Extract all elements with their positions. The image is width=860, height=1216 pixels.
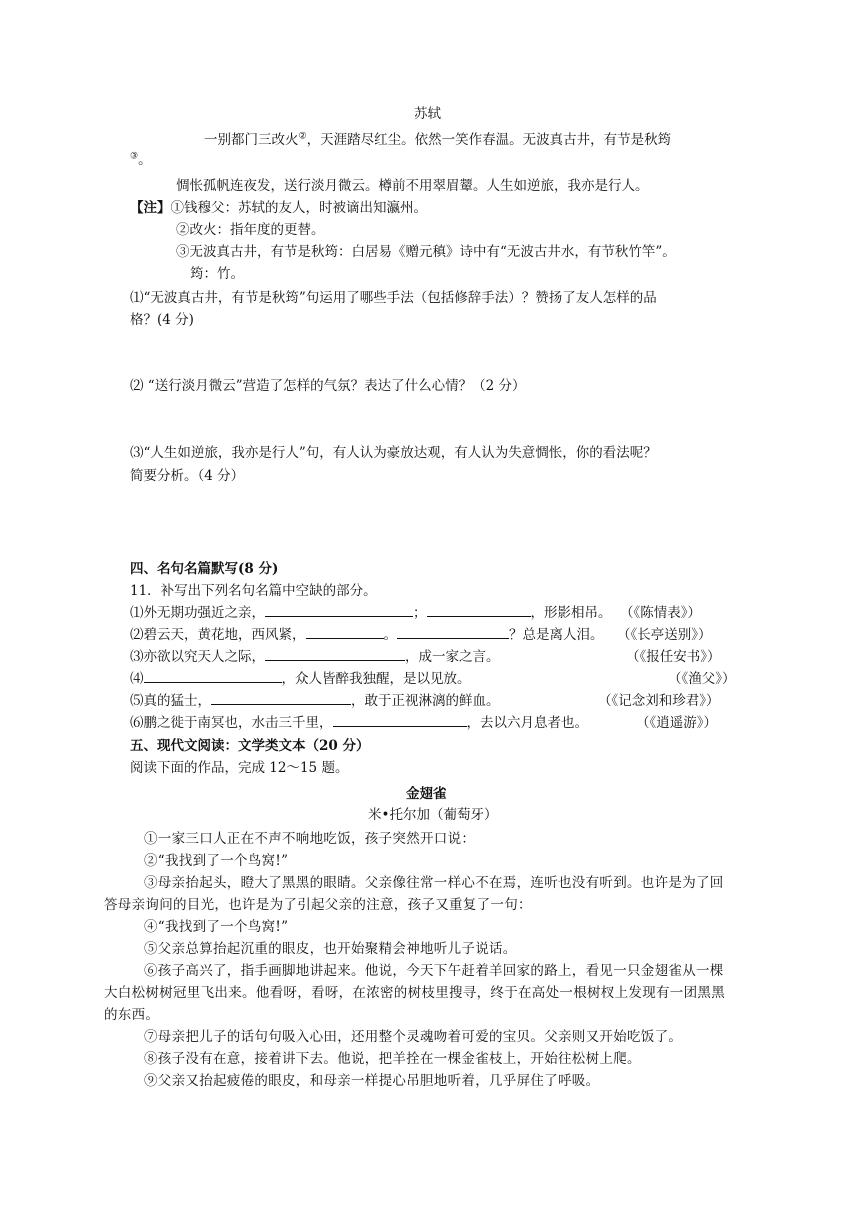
story-paragraph-9: ⑨父亲又抬起疲倦的眼皮，和母亲一样提心吊胆地听着，几乎屏住了呼吸。 [144,1073,600,1089]
note-heading: 【注】 [130,200,171,216]
fill-item-1-source: （《陈情表》） [620,605,701,621]
fill-item-1-post: ，形影相吊。 [530,605,612,621]
story-paragraph-6: ⑥孩子高兴了，指手画脚地讲起来。他说，今天下午赶着羊回家的路上，看见一只金翅雀从一棵大白松树树冠里飞出来。他看呀，看呀，在浓密的树枝里搜寻，终于在高处一根树杈上发现有一团黑黑的东西。 [104,963,725,1023]
answer-blank[interactable] [265,604,413,617]
story-paragraph-8: ⑧孩子没有在意，接着讲下去。他说，把羊拴在一棵金雀枝上，开始往松树上爬。 [144,1051,641,1067]
fill-item-5-pre: ⑸真的猛士， [130,693,211,709]
fill-item-5 [130,692,500,710]
story-paragraph-4: ④“我找到了一个鸟窝!” [144,919,289,935]
section-4-intro: 11．补写出下列名句名篇中空缺的部分。 [130,583,377,599]
footnote-marker-2: ② [298,131,307,142]
fill-item-6-post: ，去以六月息者也。 [466,715,588,731]
fill-item-1-pre: ⑴外无期功强近之亲， [130,605,265,621]
answer-blank[interactable] [306,626,384,639]
fill-item-6-pre: ⑹鹏之徙于南冥也，水击三千里， [130,715,333,731]
story-paragraph-1: ①一家三口人正在不声不响地吃饭，孩子突然开口说： [144,831,476,847]
fill-item-2-pre: ⑵碧云天，黄花地，西风紧， [130,627,306,643]
poem-line-2: 惆怅孤帆连夜发，送行淡月微云。樽前不用翠眉颦。人生如逆旅，我亦是行人。 [176,178,649,194]
poem-line-1-wrap [130,151,152,169]
fill-item-1 [130,604,612,622]
answer-blank[interactable] [333,714,467,727]
poem-note-3b: 筠：竹。 [190,266,244,282]
fill-item-4 [130,670,471,688]
answer-blank[interactable] [211,692,351,705]
answer-blank[interactable] [265,648,405,661]
story-paragraph-5: ⑤父亲总算抬起沉重的眼皮，也开始聚精会神地听儿子说话。 [144,941,517,957]
section-4-title: 四、名句名篇默写(8 分) [130,561,279,577]
story-paragraph-3: ③母亲抬起头，瞪大了黑黑的眼睛。父亲像往常一样心不在焉，连听也没有听到。也许是为了回答母亲询问的目光，也许是为了引起父亲的注意，孩子又重复了一句： [104,875,724,913]
poem-note-1 [130,199,427,217]
question-3-line-a: ⑶“人生如逆旅，我亦是行人”句，有人认为豪放达观，有人认为失意惆怅，你的看法呢？ [130,445,657,461]
fill-item-3 [130,648,500,666]
fill-item-2 [130,626,604,644]
question-1-line-a: ⑴“无波真古井，有节是秋筠”句运用了哪些手法（包括修辞手法）？赞扬了友人怎样的品 [130,290,657,306]
poem-line-1-end: 。 [138,152,152,168]
fill-item-1-mid: ； [413,605,427,621]
section-5-intro: 阅读下面的作品，完成 12～15 题。 [130,760,349,776]
fill-item-2-mid: 。 [383,627,397,643]
poem-line-1-text-b: ，天涯踏尽红尘。依然一笑作春温。无波真古井，有节是秋筠 [306,132,672,148]
story-paragraph-2: ②“我找到了一个鸟窝!” [144,853,289,869]
fill-item-6 [130,714,588,732]
section-5-title: 五、现代文阅读：文学类文本（20 分） [130,738,370,754]
fill-item-5-post: ，敢于正视淋漓的鲜血。 [351,693,500,709]
poem-line-1 [204,131,671,149]
fill-item-6-source: （《逍遥游》） [636,715,717,731]
question-3-line-b: 简要分析。（4 分） [130,468,245,484]
fill-item-5-source: （《记念刘和珍君》） [598,693,720,709]
fill-item-2-source: （《长亭送别》） [617,627,712,643]
fill-item-3-post: ，成一家之言。 [405,649,500,665]
story-author: 米•托尔加（葡萄牙） [368,807,498,823]
fill-item-4-pre: ⑷ [130,671,144,687]
poem-line-1-text-a: 一别都门三改火 [204,132,299,148]
fill-item-4-post: ，众人皆醉我独醒，是以见放。 [281,671,471,687]
answer-blank[interactable] [427,604,531,617]
fill-item-4-source: （《渔父》） [668,671,736,687]
story-paragraph-7: ⑦母亲把儿子的话句句吸入心田，还用整个灵魂吻着可爱的宝贝。父亲则又开始吃饭了。 [144,1029,683,1045]
fill-item-3-pre: ⑶亦欲以究天人之际， [130,649,265,665]
answer-blank[interactable] [144,670,282,683]
fill-item-2-post: ？总是离人泪。 [509,627,604,643]
story-title: 金翅雀 [406,786,447,802]
question-1-line-b: 格？(4 分) [130,312,194,328]
answer-blank[interactable] [397,626,509,639]
poem-note-3: ③无波真古井，有节是秋筠：白居易《赠元稹》诗中有“无波古井水，有节秋竹竿”。 [176,244,676,260]
question-2: ⑵ “送行淡月微云”营造了怎样的气氛？表达了什么心情？（2 分） [130,378,526,394]
fill-item-3-source: （《报任安书》） [626,649,721,665]
poem-note-2: ②改火：指年度的更替。 [176,222,325,238]
poem-author: 苏轼 [414,106,441,122]
note-1-text: ①钱穆父：苏轼的友人，时被谪出知瀛州。 [170,200,427,216]
footnote-marker-3: ③ [130,151,139,162]
